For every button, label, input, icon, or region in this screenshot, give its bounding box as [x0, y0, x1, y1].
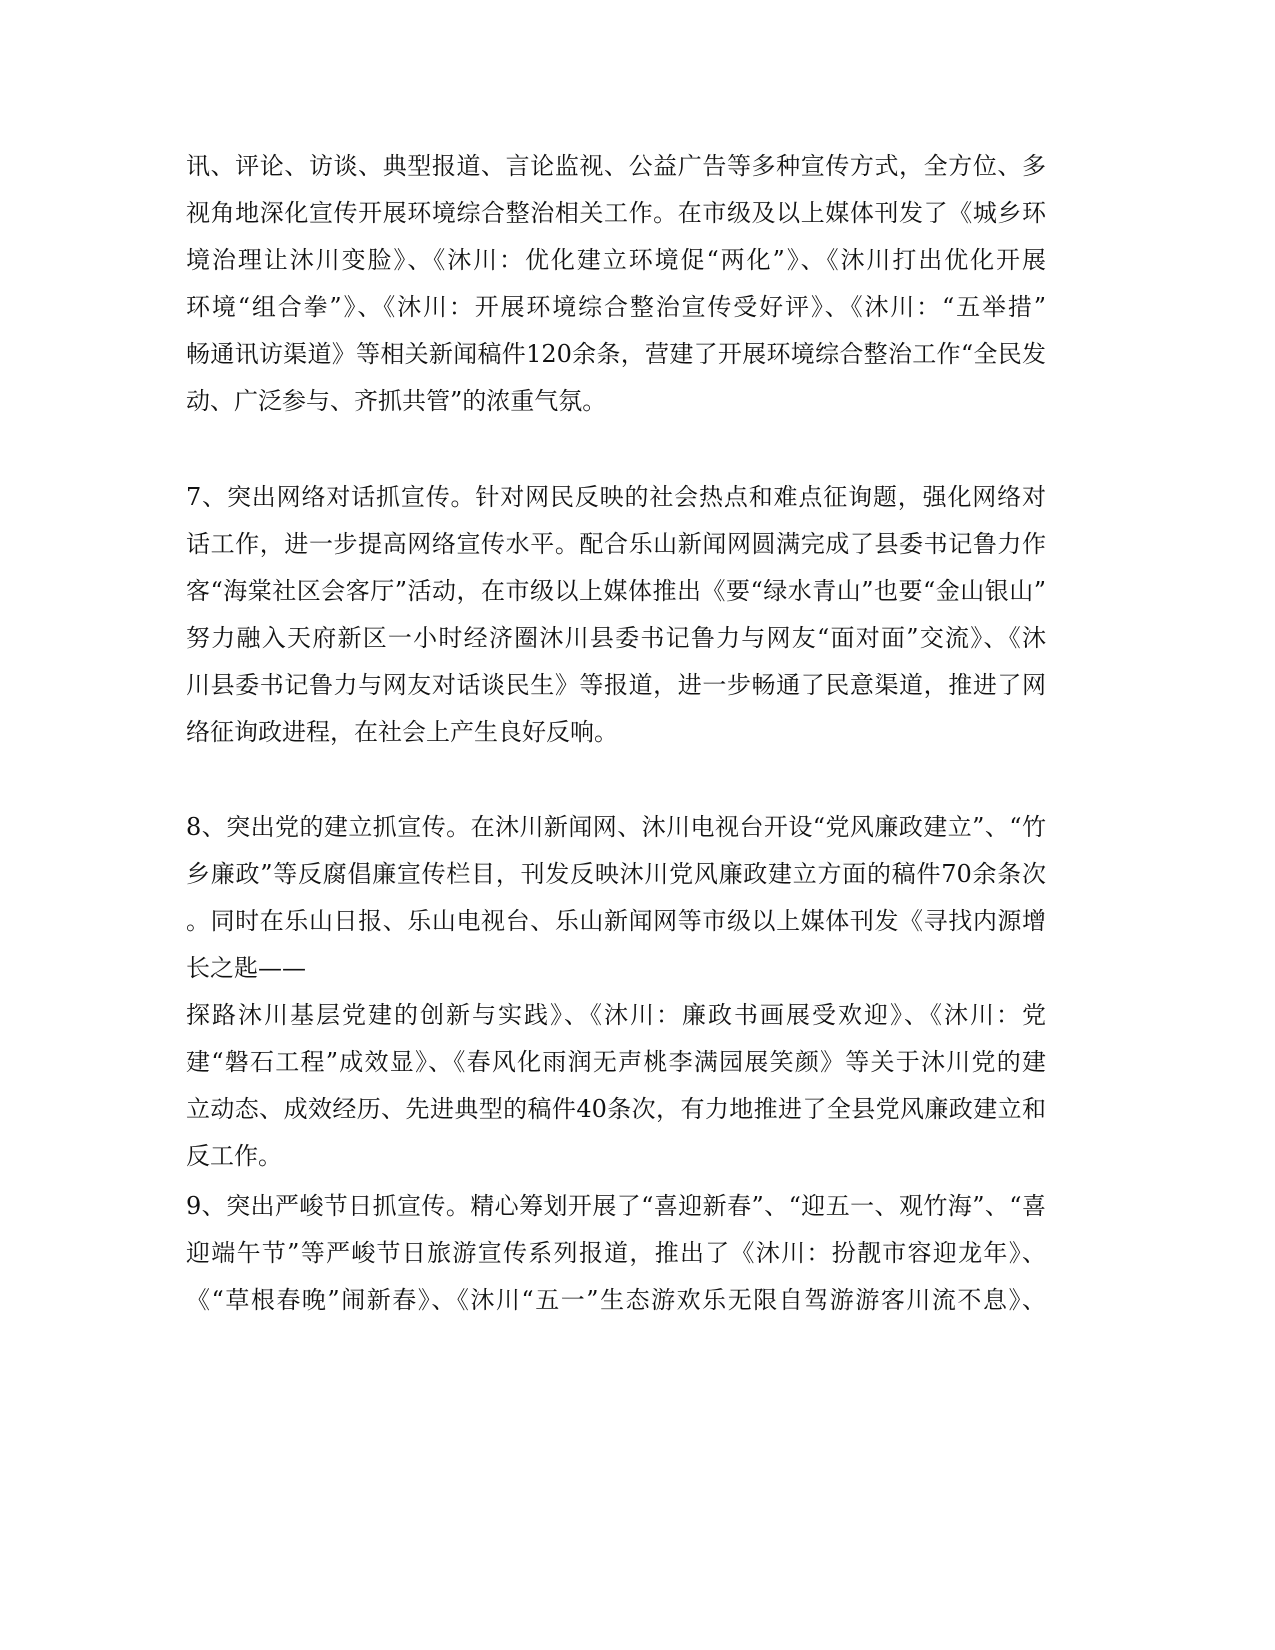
- text-line: 乡廉政”等反腐倡廉宣传栏目，刊发反映沐川党风廉政建立方面的稿件70余条次: [186, 860, 1046, 888]
- text-line: 动、广泛参与、齐抓共管”的浓重气氛。: [186, 387, 607, 415]
- paragraph-item-7-network-dialogue: [186, 474, 1046, 756]
- text-line: 讯、评论、访谈、典型报道、言论监视、公益广告等多种宣传方式，全方位、多: [186, 152, 1046, 180]
- text-line: 境治理让沐川变脸》、《沐川：优化建立环境促“两化”》、《沐川打出优化开展: [186, 246, 1046, 274]
- text-line: 《“草根春晚”闹新春》、《沐川“五一”生态游欢乐无限自驾游游客川流不息》、: [186, 1286, 1046, 1314]
- text-line: 迎端午节”等严峻节日旅游宣传系列报道，推出了《沐川：扮靓市容迎龙年》、: [186, 1239, 1046, 1267]
- text-line: 络征询政进程，在社会上产生良好反响。: [186, 718, 618, 746]
- text-line: 反工作。: [186, 1142, 282, 1170]
- text-line: 建“磐石工程”成效显》、《春风化雨润无声桃李满园展笑颜》等关于沐川党的建: [186, 1048, 1046, 1076]
- text-line: 。同时在乐山日报、乐山电视台、乐山新闻网等市级以上媒体刊发《寻找内源增: [186, 907, 1046, 935]
- text-line: 探路沐川基层党建的创新与实践》、《沐川：廉政书画展受欢迎》、《沐川：党: [186, 1001, 1046, 1029]
- text-line: 7、突出网络对话抓宣传。针对网民反映的社会热点和难点征询题，强化网络对: [186, 483, 1046, 511]
- paragraph-item-8-party-building: [186, 804, 1046, 1180]
- text-line: 努力融入天府新区一小时经济圈沐川县委书记鲁力与网友“面对面”交流》、《沐: [186, 624, 1046, 652]
- paragraph-environment-publicity: [186, 143, 1046, 425]
- text-line: 话工作，进一步提高网络宣传水平。配合乐山新闻网圆满完成了县委书记鲁力作: [186, 530, 1046, 558]
- text-line: 视角地深化宣传开展环境综合整治相关工作。在市级及以上媒体刊发了《城乡环: [186, 199, 1046, 227]
- text-line: 8、突出党的建立抓宣传。在沐川新闻网、沐川电视台开设“党风廉政建立”、“竹: [186, 813, 1046, 841]
- text-line: 9、突出严峻节日抓宣传。精心筹划开展了“喜迎新春”、“迎五一、观竹海”、“喜: [186, 1192, 1046, 1220]
- text-line: 长之匙——: [186, 954, 306, 982]
- text-line: 立动态、成效经历、先进典型的稿件40条次，有力地推进了全县党风廉政建立和: [186, 1095, 1046, 1123]
- text-line: 畅通讯访渠道》等相关新闻稿件120余条，营建了开展环境综合整治工作“全民发: [186, 340, 1046, 368]
- text-line: 客“海棠社区会客厅”活动，在市级以上媒体推出《要“绿水青山”也要“金山银山”: [186, 577, 1046, 605]
- text-line: 环境“组合拳”》、《沐川：开展环境综合整治宣传受好评》、《沐川：“五举措”: [186, 293, 1046, 321]
- text-line: 川县委书记鲁力与网友对话谈民生》等报道，进一步畅通了民意渠道，推进了网: [186, 671, 1046, 699]
- paragraph-item-9-festival-publicity: [186, 1183, 1046, 1324]
